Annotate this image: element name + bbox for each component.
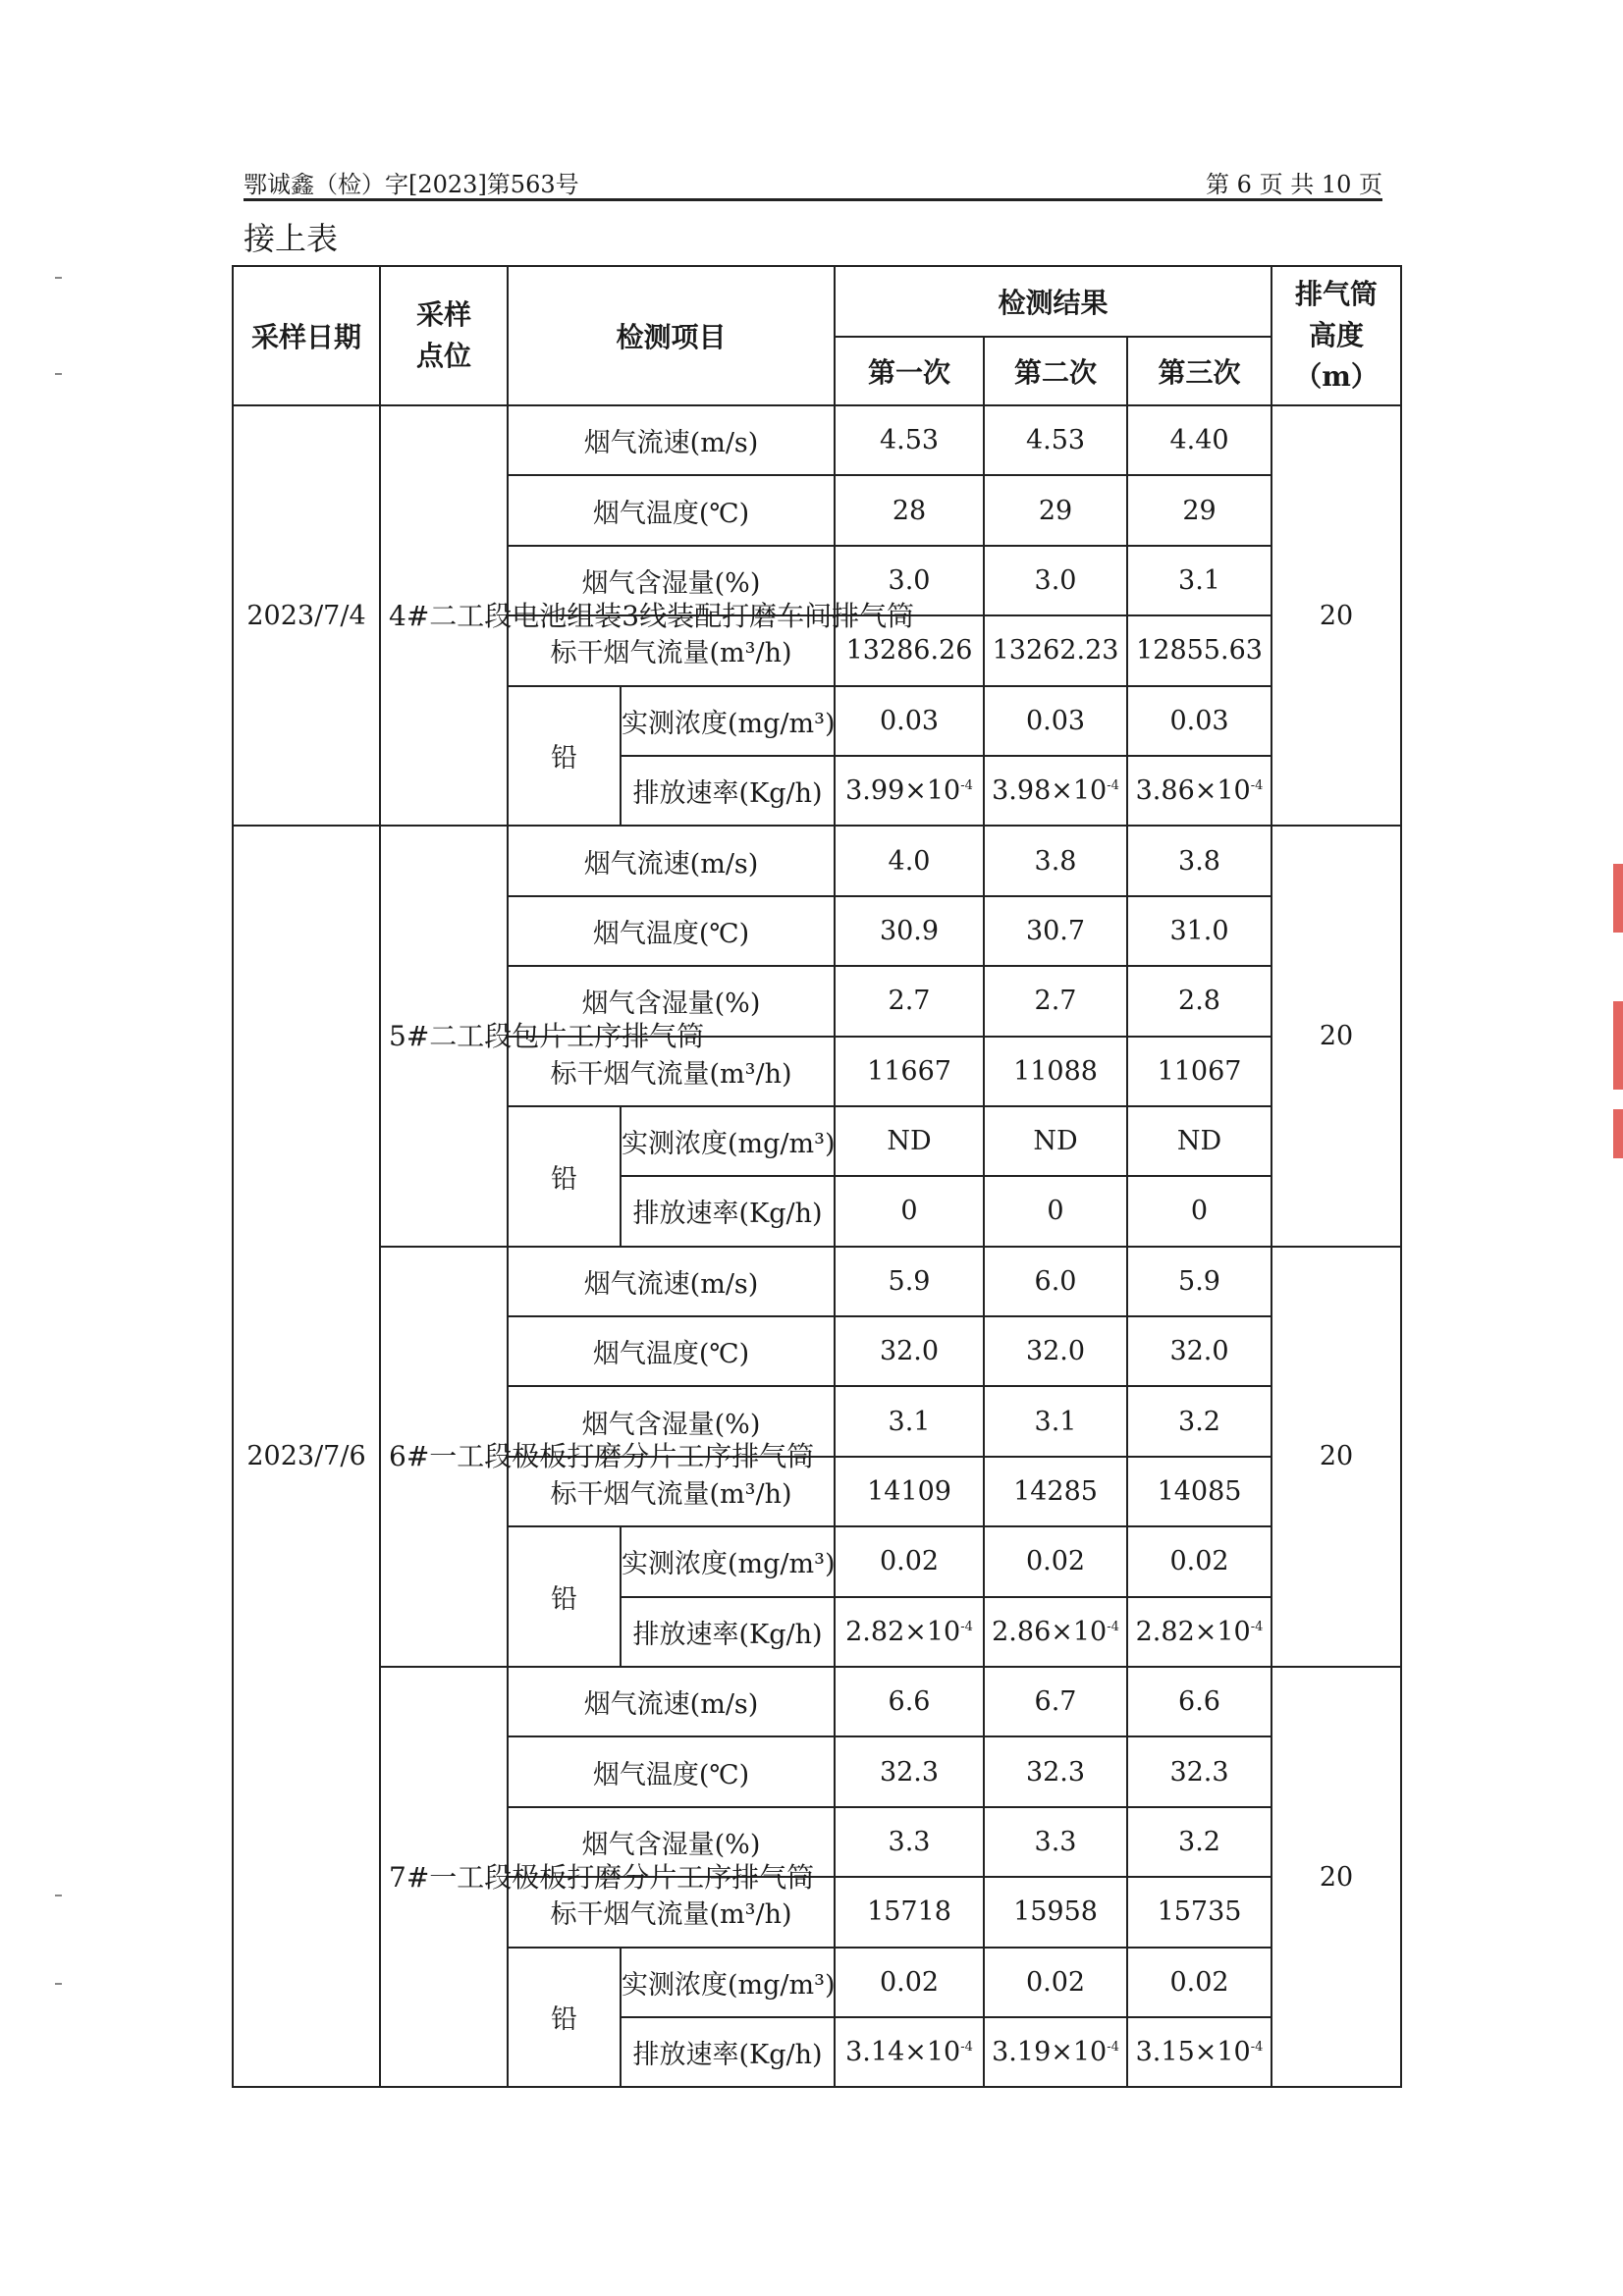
result-cell: 29 [1127, 475, 1271, 545]
result-cell: 13286.26 [835, 615, 984, 685]
rate-exponent: -4 [1250, 2040, 1264, 2056]
rate-exponent: -4 [960, 778, 973, 794]
result-cell: 32.0 [984, 1316, 1127, 1386]
result-cell: 11067 [1127, 1037, 1271, 1106]
rate-exponent: -4 [1250, 1619, 1264, 1634]
result-cell: 4.53 [984, 405, 1127, 475]
test-item: 实测浓度(mg/m³) [621, 1948, 835, 2017]
result-cell: 0.03 [984, 686, 1127, 756]
test-item: 烟气流速(m/s) [508, 1247, 835, 1316]
result-cell: 3.0 [984, 546, 1127, 615]
rate-exponent: -4 [1107, 1619, 1119, 1634]
result-cell: 3.2 [1127, 1386, 1271, 1456]
header-second: 第二次 [984, 337, 1127, 405]
result-cell [1127, 2017, 1271, 2087]
stamp-edge [1613, 864, 1623, 933]
stamp-edge [1613, 1001, 1623, 1090]
result-cell: 3.2 [1127, 1807, 1271, 1877]
stamp-edge [1613, 1109, 1623, 1158]
rate-value: 0 [900, 1196, 918, 1227]
result-cell: 3.3 [835, 1807, 984, 1877]
result-cell: 11667 [835, 1037, 984, 1106]
emission-table [232, 265, 1402, 2088]
result-cell: 0.03 [835, 686, 984, 756]
rate-value: 3.14×10 [845, 2037, 961, 2068]
test-item: 标干烟气流量(m³/h) [508, 1877, 835, 1947]
result-cell: 12855.63 [1127, 615, 1271, 685]
result-cell: 14085 [1127, 1457, 1271, 1526]
table-row [233, 826, 1401, 895]
sampling-point-text: 6#一工段极板打磨分片工序排气筒 [389, 1440, 815, 1473]
sample-date: 2023/7/4 [233, 405, 380, 826]
rate-value: 3.15×10 [1135, 2037, 1251, 2068]
table-row [233, 1247, 1401, 1316]
lead-label: 铅 [508, 1526, 621, 1667]
result-cell: ND [984, 1106, 1127, 1176]
result-cell: 0.02 [835, 1526, 984, 1596]
result-cell [984, 2017, 1127, 2087]
result-cell [835, 1597, 984, 1667]
result-cell [984, 1597, 1127, 1667]
result-cell: 11088 [984, 1037, 1127, 1106]
test-item: 排放速率(Kg/h) [621, 1176, 835, 1246]
rate-exponent: -4 [1250, 778, 1264, 794]
test-item: 烟气含湿量(%) [508, 1807, 835, 1877]
rate-value: 2.82×10 [845, 1616, 961, 1647]
result-cell: 3.1 [984, 1386, 1127, 1456]
lead-label: 铅 [508, 1106, 621, 1247]
rate-value: 3.19×10 [992, 2037, 1108, 2068]
test-item: 排放速率(Kg/h) [621, 1597, 835, 1667]
test-item: 排放速率(Kg/h) [621, 2017, 835, 2087]
rate-value: 0 [1190, 1196, 1209, 1227]
rate-value: 2.82×10 [1135, 1616, 1251, 1647]
result-cell: 2.7 [984, 966, 1127, 1036]
sampling-point-text: 7#一工段极板打磨分片工序排气筒 [389, 1860, 815, 1894]
test-item: 实测浓度(mg/m³) [621, 686, 835, 756]
rate-exponent: -4 [1107, 2040, 1119, 2056]
header-height [1271, 266, 1401, 405]
header-third: 第三次 [1127, 337, 1271, 405]
test-item: 标干烟气流量(m³/h) [508, 1457, 835, 1526]
result-cell: 6.6 [835, 1667, 984, 1736]
result-cell: 32.0 [1127, 1316, 1271, 1386]
result-cell: 3.3 [984, 1807, 1127, 1877]
header-date: 采样日期 [233, 266, 380, 405]
sampling-point-text: 4#二工段电池组装3线装配打磨车间排气筒 [389, 599, 915, 632]
result-cell: 30.9 [835, 896, 984, 966]
rate-value: 2.86×10 [992, 1616, 1108, 1647]
result-cell: 6.7 [984, 1667, 1127, 1736]
result-cell: 5.9 [835, 1247, 984, 1316]
rate-value: 3.86×10 [1135, 775, 1251, 807]
result-cell: 2.7 [835, 966, 984, 1036]
header-first: 第一次 [835, 337, 984, 405]
result-cell: 2.8 [1127, 966, 1271, 1036]
test-item: 烟气温度(℃) [508, 896, 835, 966]
header-point [380, 266, 508, 405]
table-row [233, 1667, 1401, 1736]
result-cell: 4.53 [835, 405, 984, 475]
test-item: 烟气温度(℃) [508, 1316, 835, 1386]
test-item: 烟气流速(m/s) [508, 1667, 835, 1736]
margin-mark [55, 1895, 62, 1896]
result-cell: 32.0 [835, 1316, 984, 1386]
rate-value: 3.98×10 [992, 775, 1108, 807]
result-cell: 3.8 [1127, 826, 1271, 895]
result-cell: ND [835, 1106, 984, 1176]
result-cell: 3.8 [984, 826, 1127, 895]
sampling-point-text: 5#二工段包片工序排气筒 [389, 1020, 705, 1053]
test-item: 排放速率(Kg/h) [621, 756, 835, 826]
result-cell: 3.1 [1127, 546, 1271, 615]
result-cell: 15735 [1127, 1877, 1271, 1947]
result-cell: 0.02 [835, 1948, 984, 2017]
stack-height: 20 [1271, 826, 1401, 1246]
test-item: 实测浓度(mg/m³) [621, 1526, 835, 1596]
result-cell [984, 1176, 1127, 1246]
result-cell [1127, 1597, 1271, 1667]
result-cell: 32.3 [835, 1736, 984, 1806]
result-cell: 14109 [835, 1457, 984, 1526]
test-item: 烟气流速(m/s) [508, 826, 835, 895]
table-row [233, 405, 1401, 475]
stack-height: 20 [1271, 405, 1401, 826]
test-item: 烟气流速(m/s) [508, 405, 835, 475]
result-cell: 28 [835, 475, 984, 545]
stack-height: 20 [1271, 1247, 1401, 1667]
rate-value: 3.99×10 [845, 775, 961, 807]
test-item: 烟气含湿量(%) [508, 966, 835, 1036]
result-cell: 0.02 [984, 1526, 1127, 1596]
margin-mark [55, 1983, 62, 1985]
result-cell: 3.1 [835, 1386, 984, 1456]
margin-mark [55, 277, 62, 279]
header-item: 检测项目 [508, 266, 835, 405]
header-results: 检测结果 [835, 266, 1271, 337]
result-cell: 30.7 [984, 896, 1127, 966]
result-cell [835, 756, 984, 826]
result-cell: 5.9 [1127, 1247, 1271, 1316]
doc-number: 鄂诚鑫（检）字[2023]第563号 [243, 171, 579, 198]
lead-label: 铅 [508, 1948, 621, 2088]
test-item: 烟气温度(℃) [508, 475, 835, 545]
continued-label: 接上表 [243, 220, 339, 257]
test-item: 实测浓度(mg/m³) [621, 1106, 835, 1176]
header-height-text: 排气筒高度（m） [1294, 278, 1379, 393]
result-cell [835, 1176, 984, 1246]
result-cell: 4.0 [835, 826, 984, 895]
result-cell: 6.6 [1127, 1667, 1271, 1736]
result-cell: 31.0 [1127, 896, 1271, 966]
result-cell [1127, 756, 1271, 826]
result-cell: 4.40 [1127, 405, 1271, 475]
stack-height: 20 [1271, 1667, 1401, 2087]
result-cell [984, 756, 1127, 826]
page-info: 第 6 页 共 10 页 [1206, 171, 1382, 198]
result-cell: 29 [984, 475, 1127, 545]
test-item: 标干烟气流量(m³/h) [508, 615, 835, 685]
result-cell: 32.3 [984, 1736, 1127, 1806]
rate-exponent: -4 [1107, 778, 1119, 794]
result-cell: 15718 [835, 1877, 984, 1947]
result-cell: 32.3 [1127, 1736, 1271, 1806]
result-cell: 13262.23 [984, 615, 1127, 685]
result-cell: 14285 [984, 1457, 1127, 1526]
result-cell [835, 2017, 984, 2087]
result-cell: 0.02 [1127, 1526, 1271, 1596]
page-header [243, 165, 1382, 201]
header-point-text: 采样点位 [415, 298, 471, 372]
rate-exponent: -4 [960, 1619, 973, 1634]
result-cell: 15958 [984, 1877, 1127, 1947]
test-item: 烟气含湿量(%) [508, 546, 835, 615]
test-item: 烟气含湿量(%) [508, 1386, 835, 1456]
result-cell: 3.0 [835, 546, 984, 615]
result-cell: ND [1127, 1106, 1271, 1176]
result-cell [1127, 1176, 1271, 1246]
sample-date: 2023/7/6 [233, 826, 380, 2087]
result-cell: 0.02 [984, 1948, 1127, 2017]
margin-mark [55, 373, 62, 375]
test-item: 标干烟气流量(m³/h) [508, 1037, 835, 1106]
test-item: 烟气温度(℃) [508, 1736, 835, 1806]
rate-value: 0 [1047, 1196, 1064, 1227]
result-cell: 6.0 [984, 1247, 1127, 1316]
rate-exponent: -4 [960, 2040, 973, 2056]
result-cell: 0.03 [1127, 686, 1271, 756]
result-cell: 0.02 [1127, 1948, 1271, 2017]
lead-label: 铅 [508, 686, 621, 827]
